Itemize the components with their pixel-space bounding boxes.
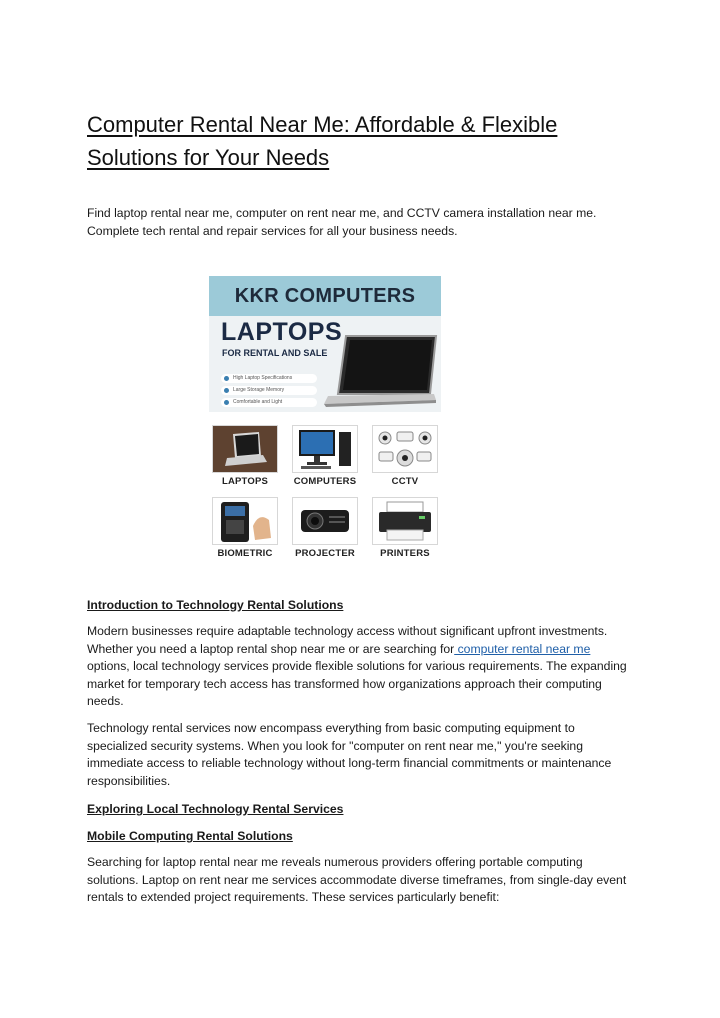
product-projector xyxy=(292,497,358,559)
product-computers xyxy=(292,425,358,487)
product-label: BIOMETRIC xyxy=(217,548,273,559)
kkr-banner-image xyxy=(209,276,441,412)
product-label: PRINTERS xyxy=(380,548,430,559)
desktop-computer-icon xyxy=(292,425,358,473)
printer-icon xyxy=(372,497,438,545)
product-label: PROJECTER xyxy=(295,548,355,559)
section-heading-mobile-computing: Mobile Computing Rental Solutions xyxy=(87,829,293,843)
product-label: CCTV xyxy=(391,476,419,487)
section-heading-exploring: Exploring Local Technology Rental Services xyxy=(87,802,344,816)
product-cctv xyxy=(372,425,438,487)
paragraph-text: Modern businesses require adaptable technology access without significant upfront investments. Whether you need a laptop rental shop near me or are searching for xyxy=(87,624,608,656)
banner-feature: High Laptop Specifications xyxy=(221,374,317,383)
intro-paragraph: Find laptop rental near me, computer on rent near me, and CCTV camera installation near me. Complete tech rental and repair services for all your business needs. xyxy=(87,206,597,238)
product-laptops xyxy=(212,425,278,487)
paragraph-introduction xyxy=(87,623,635,711)
cctv-camera-icon xyxy=(372,425,438,473)
paragraph-technology-rental: Technology rental services now encompass everything from basic computing equipment to specialized security systems. When you look for "computer on rent near me," you're seeking immediate access to reliable technology without long-term financial commitments or maintenance responsibilities. xyxy=(87,721,612,788)
banner-feature: Comfortable and Light xyxy=(221,398,317,407)
projector-icon xyxy=(292,497,358,545)
section-heading-introduction: Introduction to Technology Rental Solutions xyxy=(87,598,344,612)
product-label: LAPTOPS xyxy=(221,476,269,487)
biometric-device-icon xyxy=(212,497,278,545)
laptop-icon xyxy=(324,334,439,410)
page-title: Computer Rental Near Me: Affordable & Flexible Solutions for Your Needs xyxy=(87,112,558,170)
product-printers xyxy=(372,497,438,559)
banner-headline: LAPTOPS xyxy=(221,318,343,346)
product-biometric xyxy=(212,497,278,559)
computer-rental-near-me-link[interactable]: computer rental near me xyxy=(454,641,591,656)
banner-brand: KKR COMPUTERS xyxy=(209,276,441,316)
product-label: COMPUTERS xyxy=(293,476,357,487)
product-grid xyxy=(212,425,440,561)
laptop-icon xyxy=(212,425,278,473)
banner-subline: FOR RENTAL AND SALE xyxy=(222,348,328,358)
paragraph-text: options, local technology services provide flexible solutions for various requirements. The expanding market for temporary tech access has transformed how organizations approach their computing needs. xyxy=(87,659,627,709)
paragraph-mobile-computing: Searching for laptop rental near me reveals numerous providers offering portable computing solutions. Laptop on rent near me services accommodate diverse timeframes, from single-day event rentals to extended project requirements. These services particularly benefit: xyxy=(87,855,627,905)
banner-feature: Large Storage Memory xyxy=(221,386,317,395)
